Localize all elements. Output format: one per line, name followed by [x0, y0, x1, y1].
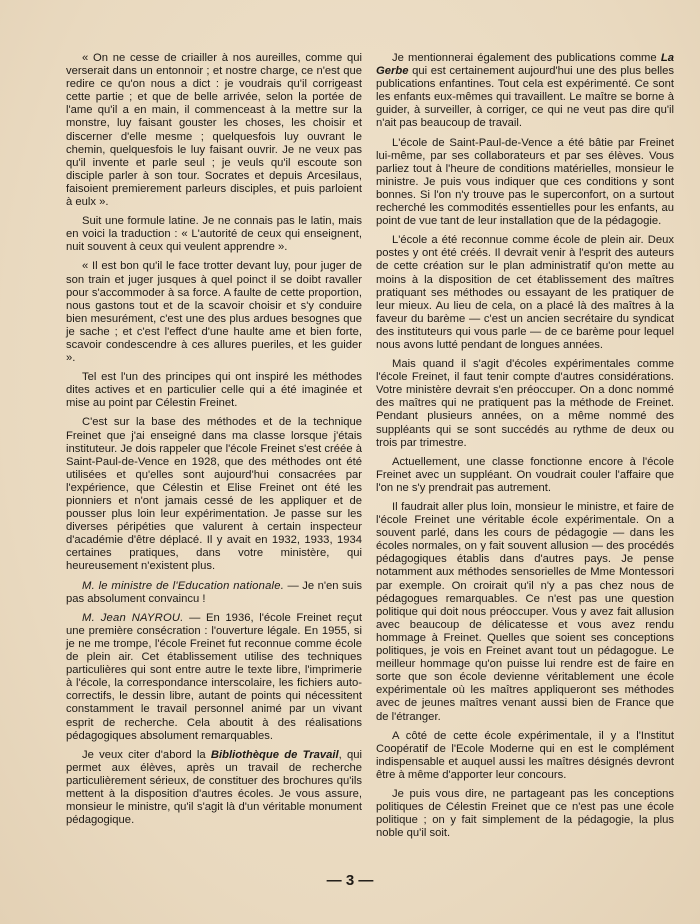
paragraph [66, 749, 362, 828]
paragraph-text: A côté de cette école expérimentale, il y a l'Institut Coopératif de l'Ecole Moderne qui en est le complément indispensable et auquel aussi les maîtres désignés devront être à même d'apporter leur concours. [376, 729, 674, 781]
paragraph [376, 456, 674, 495]
paragraph [66, 52, 362, 209]
paragraph-text: — Je n'en suis pas absolument convaincu ! [66, 579, 363, 605]
paragraph [376, 52, 674, 131]
paragraph-text: Il faudrait aller plus loin, monsieur le ministre, et faire de l'école Freinet une véritable école expérimentale. On a souvent parlé, dans les cours de pédagogie — dans les écoles normales, on y fait souvent allusion — des procédés pédagogiques établis dans d'autres pays. Je pense notamment aux méthodes sensorielles de Mme Montessori par exemple. On croirait qu'il n'y a pas chez nous de pédagogues remarquables. Ce n'est pas une question politique qui doit nous préoccuper. Vous y avez fait allusion avec beaucoup de délicatesse et vous avez rendu hommage à Freinet. Quelles que soient ses conceptions politiques, je vois en Freinet avant tout un pédagogue. Le meilleur hommage qu'on puisse lui rendre est de faire en sorte que son école devienne véritablement une école expérimentale où les maîtres appliqueront ses méthodes avec de jeunes maîtres venant aussi bien de France que de l'étranger. [376, 501, 674, 723]
speaker-name: M. Jean NAYROU. [82, 611, 184, 624]
paragraph-text: qui est certainement aujourd'hui une des plus belles publications enfantines. Tout cela est expérimenté. Ce sont les enfants eux-mêmes qui travaillent. Le maître se borne à guider, à surveiller, à corriger, ce qui ne veut pas dire qu'il n'ait pas beaucoup de travail. [376, 65, 674, 130]
paragraph-text: « On ne cesse de criailler à nos aureilles, comme qui verserait dans un entonnoir ; et nostre charge, ce n'est que redire ce qu'on nous a dict : je voudrais qu'il corrigeast cette partie ; et que de belle arrivée, selon la portée de l'ame qu'il a en main, il commenceast à la mettre sur la monstre, luy faisant gouster les choses, les choisir et discerner d'elle mesme ; quelquesfois luy ouvrant le chemin, quelquesfois le luy faisant ouvrir. Je ne veux pas qu'il invente et parle seul ; je veuls qu'il escoute son disciple parler à son tour. Socrates et depuis Arcesilaus, faisoient premierement parleurs disciples, et puis parloient à eulx ». [66, 52, 362, 209]
paragraph-text: L'école de Saint-Paul-de-Vence a été bâtie par Freinet lui-même, par ses collaborateurs et par ses élèves. Vous parliez tout à l'heure de conditions matérielles, monsieur le ministre. Je puis vous indiquer que ces conditions y sont bonnes. Si l'on n'y trouve pas le superconfort, on a surtout recherché les commodités essentielles pour les enfants, au point de vue tant de leur installation que de la pédagogie. [376, 136, 674, 228]
paragraph [66, 612, 362, 743]
paragraph-text: Je mentionnerai également des publications comme [392, 52, 661, 64]
paragraph [376, 358, 674, 450]
publication-title: La Gerbe [376, 52, 674, 78]
paragraph-text: « Il est bon qu'il le face trotter devant luy, pour juger de son train et juger jusques à quel poinct il se doibt ravaller pour s'accommoder à sa force. A faulte de cette proportion, nous gastons tout et de la scavoir choisir et s'y conduire bien mesurément, c'est une des plus ardues besognes que je sache ; et c'est l'effect d'une haulte ame et bien forte, scavoir condescendre à ces allures pueriles, et les guider ». [66, 260, 362, 365]
paragraph [376, 788, 674, 840]
paragraph-text: L'école a été reconnue comme école de plein air. Deux postes y ont été créés. Il devrait venir à l'esprit des auteurs de cette création sur le plan administratif qu'on mette au moins à la disposition de cet établissement des maîtres pratiquant ses méthodes ou essayant de les pratiquer de leur mieux. Au lieu de cela, on a placé là des maîtres à la faveur du barème — c'est un ancien secrétaire du syndicat des instituteurs qui vous parle — de ce barème pour lequel nous avons lutté pendant de longues années. [376, 234, 674, 351]
paragraph-text: Suit une formule latine. Je ne connais pas le latin, mais en voici la traduction : « L'autorité de ceux qui enseignent, nuit souvent à ceux qui veulent apprendre ». [66, 215, 362, 254]
paragraph-text: — En 1936, l'école Freinet reçut une première consécration : l'ouverture légale. En 1955, si je ne me trompe, l'école Freinet fut reconnue comme école de plein air. Cet établissement utilise des techniques particulières qui sont entre autre le texte libre, l'imprimerie à l'école, la correspondance interscolaire, les fichiers auto-correctifs, le dessin libre, autant de points qui nécessitent constamment le travail personnel animé par un vivant esprit de recherche. Cela aboutit à des réalisations pédagogiques absolument remarquables. [66, 611, 362, 742]
left-text-column [66, 52, 362, 833]
page-number: — 3 — [326, 872, 374, 889]
paragraph [376, 137, 674, 229]
paragraph-text: Actuellement, une classe fonctionne encore à l'école Freinet avec un suppléant. On voudrait couler l'affaire que l'on ne s'y prendrait pas autrement. [376, 455, 674, 494]
paragraph [66, 215, 362, 254]
paragraph [376, 501, 674, 724]
paragraph-text: Mais quand il s'agit d'écoles expérimentales comme l'école Freinet, il faut tenir compte d'autres considérations. Votre ministère devrait s'en préoccuper. On a donc nommé des maîtres qui ne pratiquent pas la méthode de Freinet. Pendant plusieurs années, on a même nommé des suppléants qui se sont succédés au rythme de deux ou trois par trimestre. [376, 358, 674, 449]
paragraph [376, 730, 674, 782]
paragraph-text: Je puis vous dire, ne partageant pas les conceptions politiques de Célestin Freinet que ce n'est pas une école politique ; on y fait simplement de la pédagogie, la plus noble qu'il soit. [376, 787, 674, 840]
paragraph [66, 371, 362, 410]
publication-title: Bibliothèque de Travail [210, 748, 339, 761]
paragraph [66, 416, 362, 573]
paragraph-text: C'est sur la base des méthodes et de la technique Freinet que j'ai enseigné dans ma classe lorsque j'étais instituteur. Je dois rappeler que l'école Freinet s'est créée à Saint-Paul-de-Vence en 1928, que des méthodes ont été utilisées et qu'elles sont aujourd'hui consacrées par l'expérience, que Célestin et Elise Freinet ont été les pionniers et n'ont jamais cessé de les appliquer et de pousser plus loin leur expérimentation. Je passe sur les diverses péripéties que valurent à certain inspecteur d'académie d'être déplacé. Il y avait en 1932, 1933, 1934 certaines pratiques, dans votre ministère, qui heureusement n'existent plus. [66, 416, 362, 573]
speaker-name: M. le ministre de l'Education nationale. [82, 579, 285, 592]
paragraph-text: Tel est l'un des principes qui ont inspiré les méthodes dites actives et en particulier celle qui a été imaginée et mise au point par Célestin Freinet. [66, 371, 362, 410]
paragraph [376, 234, 674, 352]
paragraph [66, 260, 362, 365]
paragraph-text: , qui permet aux élèves, après un travail de recherche particulièrement sérieux, de constituer des brochures qu'ils mettent à la disposition d'autres écoles. Je vous assure, monsieur le ministre, qu'il s'agit là d'un véritable monument pédagogique. [66, 748, 362, 827]
right-text-column [376, 52, 674, 846]
paragraph-text: Je veux citer d'abord la [82, 748, 211, 761]
paragraph [66, 580, 362, 606]
